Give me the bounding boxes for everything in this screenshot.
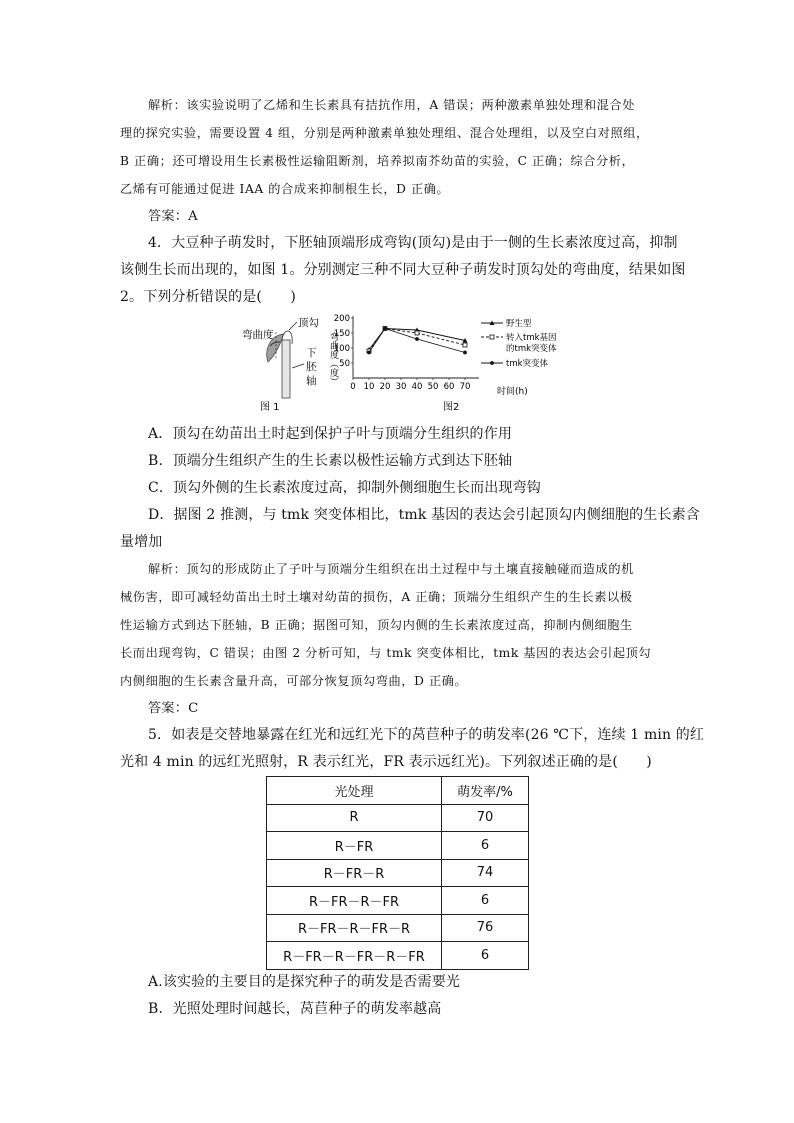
q4-explanation-line: 械伤害，即可减轻幼苗出土时土壤对幼苗的损伤，A 正确；顶端分生组织产生的生长素以极: [120, 590, 633, 604]
chart-x-tick-label: 60: [443, 382, 455, 392]
q3-explanation-line: B 正确；还可增设用生长素极性运输阻断剂，培养拟南芥幼苗的实验，C 正确；综合分析，: [120, 154, 635, 168]
table-cell: 76: [442, 914, 529, 942]
fig1-hypocotyl-pointer: [292, 364, 304, 368]
fig1-curvature-label: 弯曲度: [242, 329, 274, 341]
chart-x-tick-label: 20: [379, 382, 391, 392]
chart-y-tick-label: 100: [333, 344, 350, 354]
hypocotyl-stem: [282, 340, 290, 398]
table-cell: R－FR－R－FR－R: [267, 914, 442, 942]
table-row: [267, 887, 529, 915]
q4-option-a: A．顶勾在幼苗出土时起到保护子叶与顶端分生组织的作用: [148, 426, 513, 442]
q4-explanation-line: 性运输方式到达下胚轴，B 正确；据图可知，顶勾内侧的生长素浓度过高，抑制内侧细胞生: [120, 618, 633, 632]
chart-x-tick-label: 50: [427, 382, 439, 392]
table-row: [267, 859, 529, 887]
table-row: [267, 832, 529, 860]
fig1-hypocotyl-label: 胚: [306, 361, 317, 373]
table-header-cell: 光处理: [267, 777, 442, 805]
q5-stem-line: 光和 4 min 的远红光照射，R 表示红光，FR 表示远红光)。下列叙述正确的是( ): [120, 754, 652, 770]
chart-point: [415, 331, 419, 335]
chart-x-tick-label: 0: [350, 382, 356, 392]
fig1-caption: 图 1: [260, 402, 280, 413]
legend-marker: [490, 335, 494, 339]
table-cell: 6: [442, 832, 529, 860]
table-cell: R－FR－R: [267, 859, 442, 887]
chart-point: [463, 343, 467, 347]
table-row: [267, 942, 529, 970]
q4-answer: 答案：C: [148, 701, 199, 716]
table-cell: 6: [442, 942, 529, 970]
q3-answer: 答案：A: [148, 209, 198, 224]
chart-point: [367, 351, 371, 355]
q3-explanation-line: 理的探究实验，需要设置 4 组，分别是两种激素单独处理组、混合处理组，以及空白对照组，: [120, 126, 649, 140]
table-header-row: [267, 777, 529, 805]
table-row: [267, 804, 529, 832]
q4-stem-line: 2。下列分析错误的是( ): [120, 289, 296, 305]
fig1-hook-label: 顶勾: [298, 317, 319, 329]
q4-option-c: C．顶勾外侧的生长素浓度过高，抑制外侧细胞生长而出现弯钩: [148, 480, 541, 496]
table-cell: R－FR－R－FR: [267, 887, 442, 915]
q4-stem-line: 4．大豆种子萌发时，下胚轴顶端形成弯钩(顶勾)是由于一侧的生长素浓度过高，抑制: [148, 235, 678, 251]
legend-marker: [490, 361, 494, 365]
q3-explanation-line: 乙烯有可能通过促进 IAA 的合成来抑制根生长，D 正确。: [120, 182, 450, 196]
table-cell: 70: [442, 804, 529, 832]
chart-y-tick-label: 150: [333, 329, 350, 339]
chart-y-tick-label: 200: [333, 314, 350, 324]
figure-2-chart: [325, 312, 575, 417]
table-cell: 74: [442, 859, 529, 887]
table-cell: R: [267, 804, 442, 832]
chart-y-tick-label: 50: [339, 359, 350, 369]
q4-option-d: D．据图 2 推测，与 tmk 突变体相比，tmk 基因的表达会引起顶勾内侧细胞的生长素含: [148, 507, 700, 523]
fig1-hypocotyl-label: 下: [306, 347, 317, 359]
q4-stem-line: 该侧生长而出现的，如图 1。分别测定三种不同大豆种子萌发时顶勾处的弯曲度，结果如图: [120, 262, 686, 278]
legend-label: 转入tmk基因的tmk突变体: [506, 333, 557, 354]
q3-explanation-line: 解析：该实验说明了乙烯和生长素具有拮抗作用，A 错误；两种激素单独处理和混合处: [148, 98, 636, 112]
chart-point: [415, 337, 419, 341]
table-header-cell: 萌发率/%: [442, 777, 529, 805]
q5-option-b: B．光照处理时间越长，莴苣种子的萌发率越高: [148, 1001, 442, 1017]
chart-point: [463, 351, 467, 355]
table-cell: R－FR: [267, 832, 442, 860]
table-cell: 6: [442, 887, 529, 915]
q5-stem-line: 5．如表是交替地暴露在红光和远红光下的莴苣种子的萌发率(26 ℃下，连续 1 min 的红: [148, 727, 705, 743]
fig1-hypocotyl-label: 轴: [306, 375, 317, 387]
chart-point: [383, 327, 387, 331]
chart-ylabel: 弯曲度（度）: [328, 332, 338, 386]
table-cell: R－FR－R－FR－R－FR: [267, 942, 442, 970]
legend-label: 野生型: [506, 319, 532, 329]
chart-x-tick-label: 30: [395, 382, 407, 392]
chart-axes: [353, 316, 479, 378]
q5-data-table: [266, 776, 529, 970]
q4-explanation-line: 长而出现弯钩，C 错误；由图 2 分析可知，与 tmk 突变体相比，tmk 基因的表达会引起顶勾: [120, 646, 652, 660]
chart-xlabel: 时间(h): [497, 387, 528, 397]
fig1-hook-pointer: [289, 322, 297, 330]
q4-option-b: B．顶端分生组织产生的生长素以极性运输方式到达下胚轴: [148, 453, 513, 469]
chart-x-tick-label: 40: [411, 382, 423, 392]
chart-caption: 图2: [443, 402, 460, 413]
chart-x-tick-label: 10: [363, 382, 375, 392]
q4-explanation-line: 内侧细胞的生长素含量升高，可部分恢复顶勾弯曲，D 正确。: [120, 674, 468, 688]
table-row: [267, 914, 529, 942]
q5-option-a: A.该实验的主要目的是探究种子的萌发是否需要光: [148, 974, 461, 990]
legend-label: tmk突变体: [506, 359, 549, 369]
q4-option-d-cont: 量增加: [120, 534, 163, 550]
q4-explanation-line: 解析：顶勾的形成防止了子叶与顶端分生组织在出土过程中与土壤直接触碰而造成的机: [148, 562, 634, 576]
chart-x-tick-label: 70: [459, 382, 471, 392]
